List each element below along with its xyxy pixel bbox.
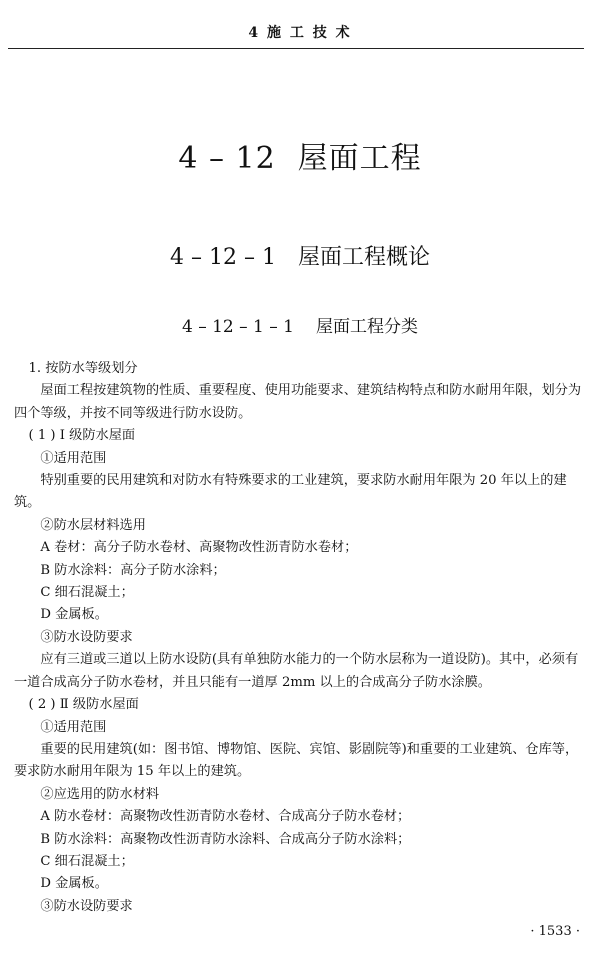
list-item: ②应选用的防水材料 [40,786,160,802]
section-text: 屋面工程概论 [297,245,430,270]
paragraph: 应有三道或三道以上防水设防(具有单独防水能力的一个防水层称为一道设防)。其中，必须有一道合成高分子防水卷材，并且只能有一道厚 2mm 以上的合成高分子防水涂膜。 [14,652,579,690]
list-item: A 卷材：高分子防水卷材、高聚物改性沥青防水卷材； [40,540,358,556]
list-item: ①适用范围 [40,450,107,466]
list-item: C 细石混凝土； [40,853,134,869]
subsection-text: 屋面工程分类 [316,317,418,337]
list-item: ①适用范围 [40,719,107,735]
heading-grade-1: ( 1 ) Ⅰ 级防水屋面 [28,428,136,444]
list-item: ②防水层材料选用 [40,517,146,533]
list-item: D 金属板。 [40,607,108,623]
heading-by-grade: 1. 按防水等级划分 [28,361,138,376]
body-text [14,358,586,918]
running-head: 4 施 工 技 术 [248,25,352,41]
section-title [0,240,600,271]
paragraph: 特别重要的民用建筑和对防水有特殊要求的工业建筑，要求防水耐用年限为 20 年以上的建筑。 [14,473,567,511]
list-item: B 防水涂料：高聚物改性沥青防水涂料、合成高分子防水涂料； [40,831,411,847]
page-number: · 1533 · [530,924,580,939]
list-item: B 防水涂料：高分子防水涂料； [40,562,226,578]
chapter-number: 4 – 12 [178,141,276,176]
subsection-number: 4 – 12 – 1 – 1 [181,317,294,337]
chapter-text: 屋面工程 [297,141,422,176]
list-item: A 防水卷材：高聚物改性沥青防水卷材、合成高分子防水卷材； [40,809,411,825]
header-rule [8,48,584,49]
list-item: ③防水设防要求 [40,629,133,645]
list-item: ③防水设防要求 [40,898,133,914]
paragraph: 重要的民用建筑(如：图书馆、博物馆、医院、宾馆、影剧院等)和重要的工业建筑、仓库等，要求防水耐用年限为 15 年以上的建筑。 [14,741,579,780]
heading-grade-2: ( 2 ) Ⅱ 级防水屋面 [28,697,139,713]
paragraph: 屋面工程按建筑物的性质、重要程度、使用功能要求、建筑结构特点和防水耐用年限，划分为四个等级，并按不同等级进行防水设防。 [14,383,582,421]
chapter-title [0,133,600,177]
subsection-title [0,312,600,337]
list-item: C 细石混凝土； [40,585,134,601]
list-item: D 金属板。 [40,876,108,892]
section-number: 4 – 12 – 1 [170,245,276,270]
